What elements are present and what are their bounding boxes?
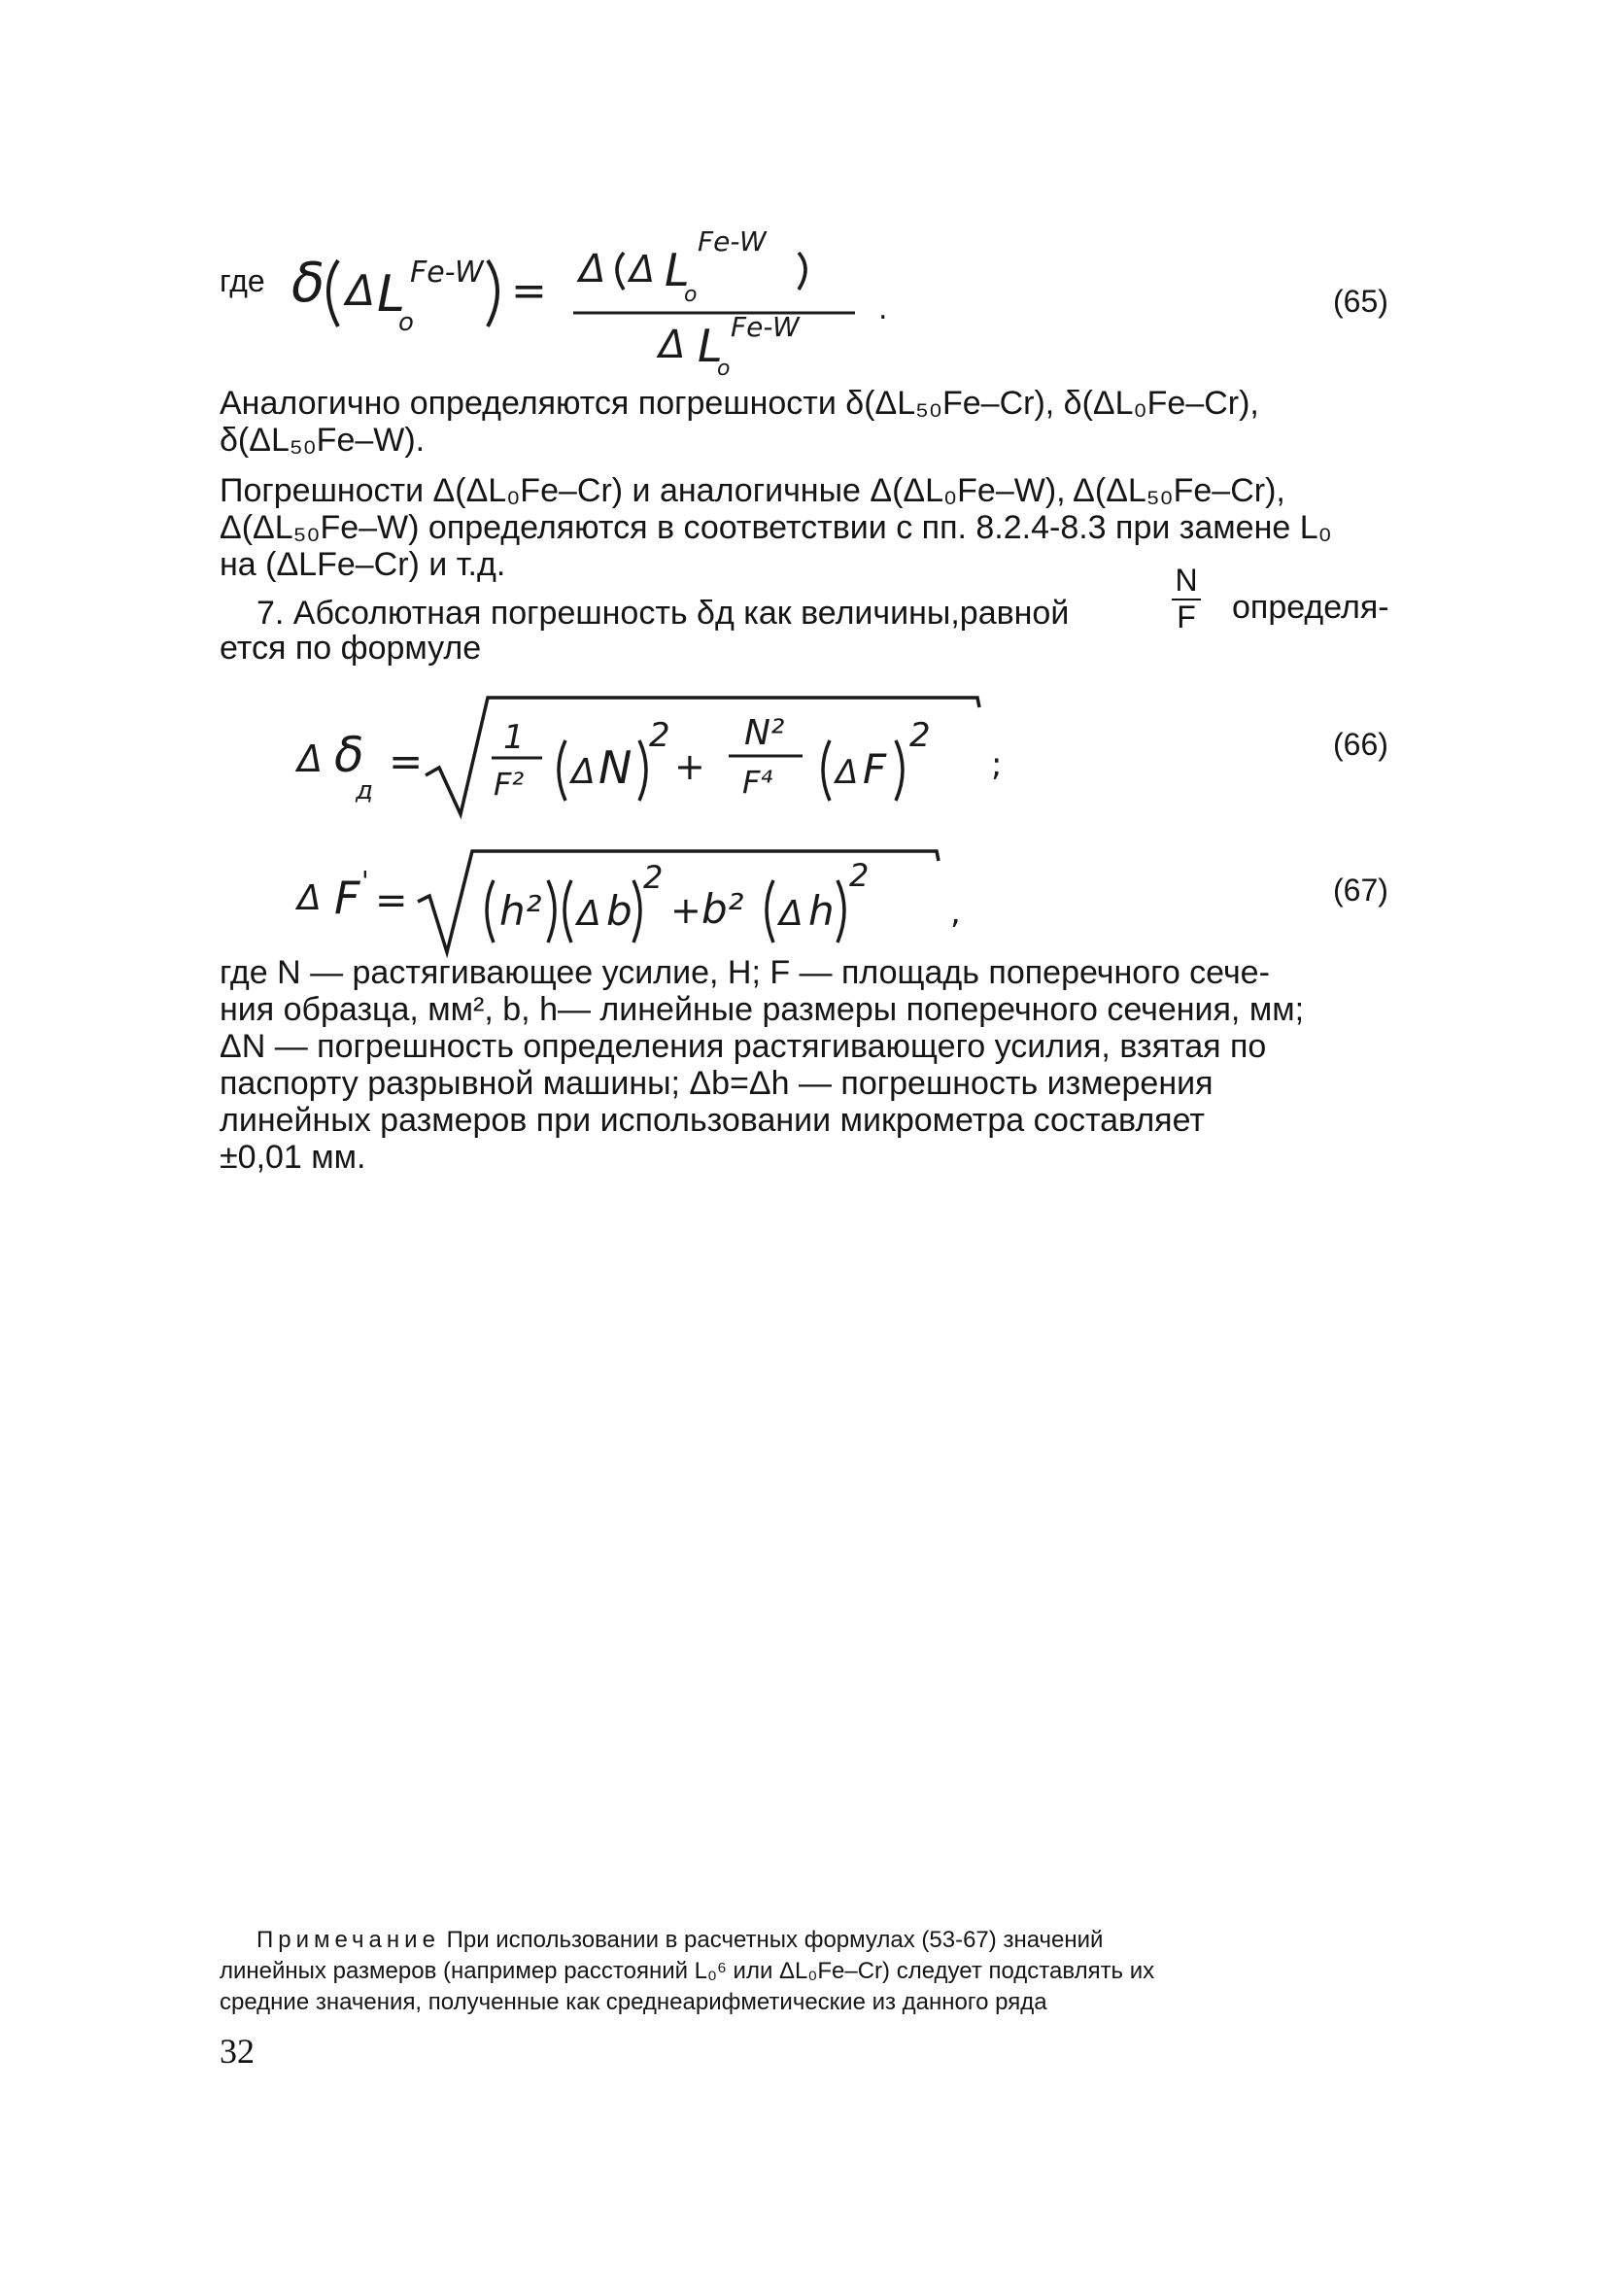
svg-text:': ' bbox=[361, 865, 369, 897]
svg-text:Δ: Δ bbox=[836, 753, 859, 792]
svg-text:+: + bbox=[674, 745, 705, 788]
svg-text:=: = bbox=[389, 737, 424, 785]
equation-number-67: (67) bbox=[1333, 873, 1388, 908]
svg-text:o: o bbox=[684, 283, 698, 307]
svg-text:,: , bbox=[950, 893, 961, 932]
paragraph-2-line-3: на (ΔLFe–Cr) и т.д. bbox=[220, 546, 506, 583]
svg-text:L: L bbox=[698, 320, 723, 372]
paragraph-4-line-1: где N — растягивающее усилие, Н; F — площадь поперечного сече- bbox=[220, 954, 1270, 991]
svg-text:=: = bbox=[375, 878, 408, 923]
svg-text:δ: δ bbox=[334, 727, 364, 783]
svg-text:Fe-W: Fe-W bbox=[698, 225, 767, 257]
svg-text:Δ: Δ bbox=[571, 752, 596, 792]
fraction-numerator: N bbox=[1175, 563, 1198, 598]
paragraph-4-line-2: ния образца, мм², b, h— линейные размеры поперечного сечения, мм; bbox=[220, 991, 1305, 1028]
svg-text:δ: δ bbox=[291, 252, 325, 315]
note-line-2: линейных размеров (например расстояний L₀⁶ или ΔL₀Fe–Cr) следует подставлять их bbox=[220, 1958, 1155, 1984]
paragraph-4-line-5: линейных размеров при использовании микрометра составляет bbox=[220, 1102, 1205, 1139]
note-line-3: средние значения, полученные как среднеарифметические из данного ряда bbox=[220, 1989, 1047, 2015]
paragraph-2-line-2: Δ(ΔL₅₀Fe–W) определяются в соответствии с пп. 8.2.4-8.3 при замене L₀ bbox=[220, 509, 1332, 546]
svg-text:N²: N² bbox=[744, 713, 785, 753]
formula-65-lead: где bbox=[220, 263, 265, 298]
svg-text:2: 2 bbox=[909, 716, 931, 755]
formula-67 bbox=[288, 841, 1007, 958]
svg-text:N: N bbox=[598, 741, 633, 794]
formula-66 bbox=[288, 686, 1026, 822]
svg-text:д: д bbox=[356, 776, 373, 805]
svg-text:F⁴: F⁴ bbox=[742, 764, 773, 801]
svg-text:+: + bbox=[670, 889, 701, 932]
paragraph-1-line-1: Аналогично определяются погрешности δ(ΔL₅₀Fe–Cr), δ(ΔL₀Fe–Cr), bbox=[220, 385, 1259, 422]
paragraph-1-line-2: δ(ΔL₅₀Fe–W). bbox=[220, 422, 426, 459]
note-line-1 bbox=[256, 1926, 1103, 1955]
svg-text:2: 2 bbox=[649, 716, 670, 755]
fraction-denominator: F bbox=[1177, 600, 1196, 634]
paragraph-3-line-1-end: определя- bbox=[1232, 589, 1389, 626]
svg-text:1: 1 bbox=[503, 718, 525, 757]
equation-number-65: (65) bbox=[1333, 284, 1388, 319]
svg-text:Δ: Δ bbox=[346, 266, 376, 316]
paragraph-3-line-1: 7. Абсолютная погрешность δд как величины,равной bbox=[256, 595, 1070, 632]
svg-text:o: o bbox=[398, 308, 414, 337]
inline-fraction-n-over-f bbox=[1170, 564, 1203, 634]
formula-65 bbox=[282, 222, 923, 377]
paragraph-4-line-4: паспорту разрывной машины; Δb=Δh — погрешность измерения bbox=[220, 1065, 1214, 1102]
svg-text:Δ: Δ bbox=[577, 894, 601, 934]
paragraph-4-line-3: ΔN — погрешность определения растягивающего усилия, взятая по bbox=[220, 1028, 1267, 1065]
svg-text:b: b bbox=[606, 887, 633, 935]
equation-number-66: (66) bbox=[1333, 727, 1388, 762]
svg-text:;: ; bbox=[991, 745, 1003, 784]
note-text-1: При использовании в расчетных формулах (53-67) значений bbox=[446, 1927, 1104, 1953]
svg-text:Δ: Δ bbox=[630, 248, 655, 291]
svg-text:Δ: Δ bbox=[659, 323, 686, 367]
paragraph-4-line-6: ±0,01 мм. bbox=[220, 1139, 366, 1176]
svg-text:=: = bbox=[511, 266, 547, 316]
svg-text:Δ: Δ bbox=[579, 247, 606, 291]
svg-text:L: L bbox=[377, 265, 405, 324]
svg-text:.: . bbox=[878, 292, 888, 326]
svg-text:Fe-W: Fe-W bbox=[410, 256, 484, 290]
svg-text:o: o bbox=[717, 357, 731, 377]
svg-text:Δ: Δ bbox=[779, 894, 804, 934]
svg-text:2: 2 bbox=[849, 857, 870, 894]
svg-text:L: L bbox=[665, 244, 690, 296]
note-label: Примечание bbox=[256, 1927, 440, 1953]
svg-text:F²: F² bbox=[494, 766, 525, 803]
paragraph-2-line-1: Погрешности Δ(ΔL₀Fe–Cr) и аналогичные Δ(ΔL₀Fe–W), Δ(ΔL₅₀Fe–Cr), bbox=[220, 472, 1285, 509]
svg-text:Δ: Δ bbox=[297, 737, 323, 780]
svg-text:h²: h² bbox=[499, 887, 542, 935]
svg-text:Δ: Δ bbox=[297, 878, 322, 918]
svg-text:2: 2 bbox=[643, 859, 664, 896]
paragraph-3-line-2: ется по формуле bbox=[220, 630, 482, 667]
svg-text:b²: b² bbox=[701, 885, 744, 933]
svg-text:Fe-W: Fe-W bbox=[731, 311, 800, 343]
svg-text:F: F bbox=[334, 872, 360, 924]
svg-text:h: h bbox=[808, 887, 835, 935]
page-number: 32 bbox=[220, 2032, 255, 2071]
svg-text:F: F bbox=[863, 745, 887, 793]
